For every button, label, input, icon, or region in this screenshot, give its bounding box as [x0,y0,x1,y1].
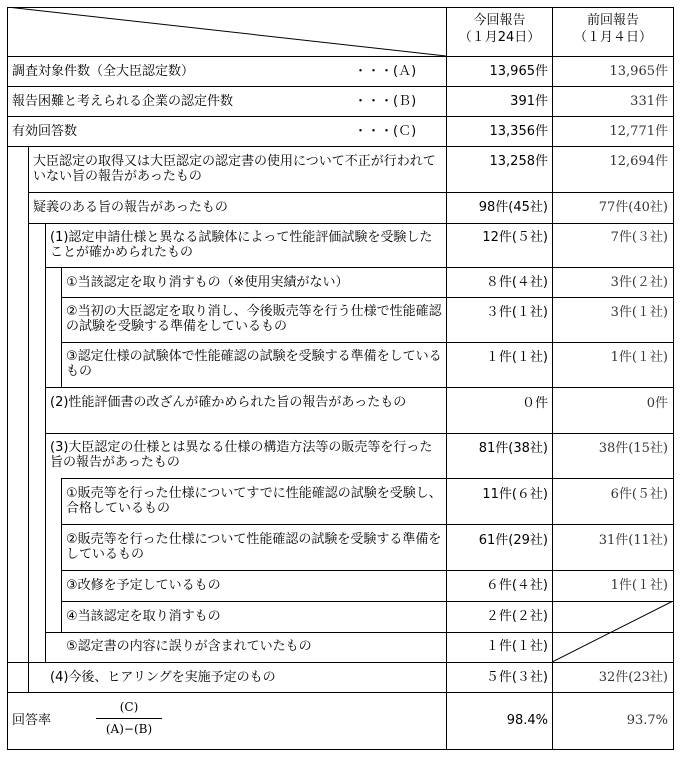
row-current: 13,258件 [489,154,548,169]
rate-label: 回答率 [12,713,52,728]
row-label: ④当該認定を取り消すもの [66,609,221,624]
row-previous: 77件(40社) [598,200,668,215]
row-previous: 0件 [646,396,668,411]
rate-denominator: (A)−(B) [105,722,153,736]
row-label: (3)大臣認定の仕様とは異なる仕様の構造方法等の販売等を行った旨の報告があったもの [50,440,433,470]
row-label: ②当初の大臣認定を取り消し、今後販売等を行う仕様で性能確認の試験を受験する準備をしているもの [66,304,442,334]
row-mark: ・・・(Ａ) [354,64,417,79]
row-current: 61件(29社) [478,533,548,548]
row-current: 12件(５社) [482,230,548,245]
rate-previous: 93.7% [626,713,668,728]
row-current: 13,356件 [489,124,548,139]
fraction-bar [96,718,162,719]
row-label: 大臣認定の取得又は大臣認定の認定書の使用について不正が行われていない旨の報告があったもの [33,154,436,184]
row-label: ②販売等を行った仕様について性能確認の試験を受験する準備をしているもの [66,532,442,562]
row-previous: 38件(15社) [598,441,668,456]
row-previous: 3件(２社) [610,275,668,290]
header-current-title: 今回報告 [473,13,526,28]
row-mark: ・・・(Ｃ) [354,124,417,139]
header-previous-date: （１月４日） [573,30,652,45]
row-label: ⑤認定書の内容に誤りが含まれていたもの [66,639,312,654]
row-previous: 12,771件 [609,124,668,139]
row-current: 81件(38社) [478,441,548,456]
header-diagonal [7,7,447,57]
row-current: ８件(４社) [485,275,548,290]
row-mark: ・・・(Ｂ) [354,94,417,109]
row-current: 98件(45社) [478,200,548,215]
row-previous: 13,965件 [609,64,668,79]
row-current: ０件 [521,396,548,411]
row-current: ２件(２社) [485,609,548,624]
row-previous: 331件 [630,94,668,109]
row-label: ①当該認定を取り消すもの（※使用実績がない） [66,275,349,290]
header-previous-title: 前回報告 [586,13,639,28]
row-current: １件(１社) [485,350,548,365]
row-previous: 3件(１社) [610,305,668,320]
row-current: ６件(４社) [485,578,548,593]
row-previous: 1件(１社) [610,350,668,365]
header-current [447,12,552,46]
row-previous: 7件(３社) [610,230,668,245]
row-current: 11件(６社) [482,487,548,502]
row-label: (4)今後、ヒアリングを実施予定のもの [50,670,276,685]
row-label: ①販売等を行った仕様についてすでに性能確認の試験を受験し、合格しているもの [66,486,442,516]
row-label: ③改修を予定しているもの [66,578,221,593]
row-label: 有効回答数 [12,124,78,139]
row-current: 391件 [510,94,548,109]
empty-cell-diagonal [552,601,674,663]
row-current: １件(１社) [485,639,548,654]
row-previous: 1件(１社) [610,578,668,593]
row-current: 13,965件 [489,64,548,79]
row-label: 調査対象件数（全大臣認定数） [12,64,195,79]
rate-current: 98.4% [506,713,548,728]
row-previous: 12,694件 [609,154,668,169]
row-label: ③認定仕様の試験体で性能確認の試験を受験する準備をしているもの [66,349,442,379]
rate-numerator: (C) [119,700,139,714]
row-previous: 32件(23社) [598,670,668,685]
header-current-date: （１月24日） [458,30,541,45]
row-previous: 6件(５社) [610,487,668,502]
row-label: (1)認定申請仕様と異なる試験体によって性能評価試験を受験したことが確かめられたもの [50,230,433,260]
row-label: (2)性能評価書の改ざんが確かめられた旨の報告があったもの [50,395,407,410]
header-previous [553,12,673,46]
row-label: 報告困難と考えられる企業の認定件数 [12,94,234,109]
row-label: 疑義のある旨の報告があったもの [33,200,228,215]
row-current: ３件(１社) [485,305,548,320]
row-current: ５件(３社) [485,670,548,685]
row-previous: 31件(11社) [598,533,668,548]
